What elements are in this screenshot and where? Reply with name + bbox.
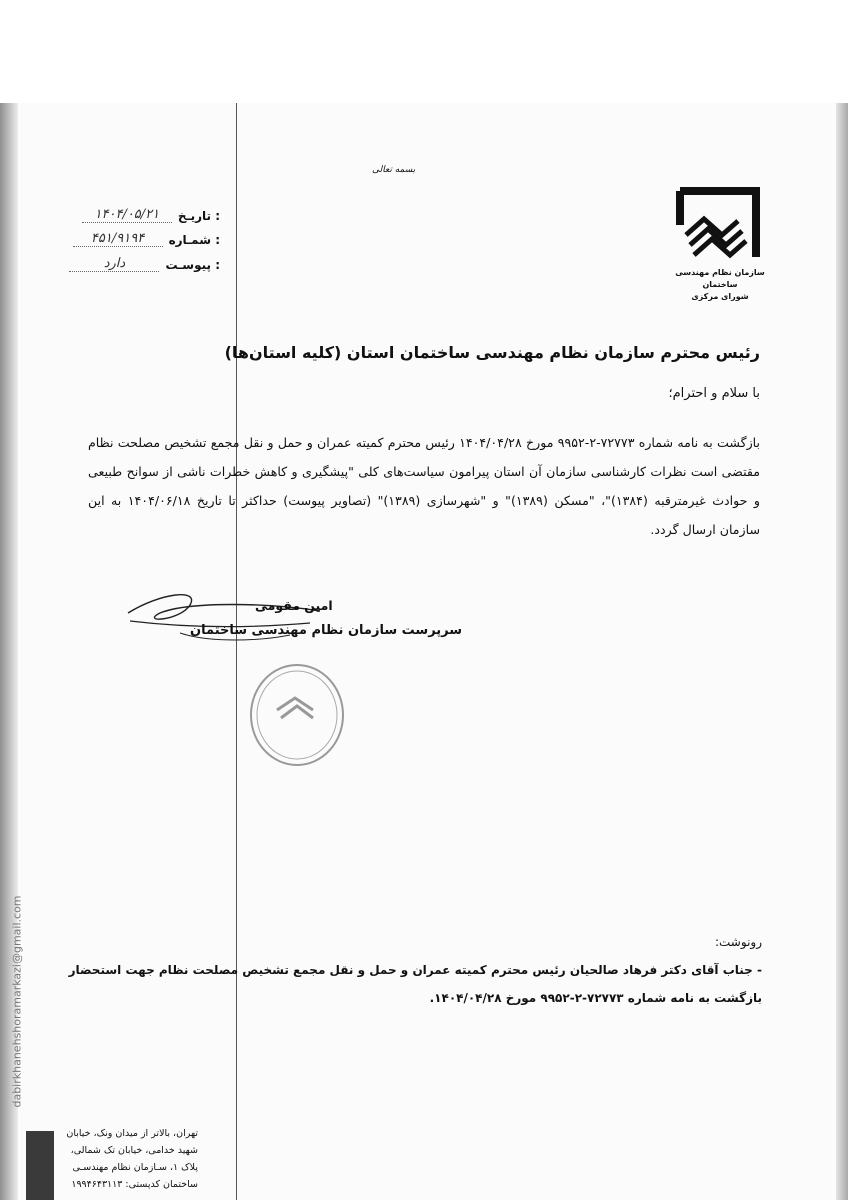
handwritten-signature (120, 583, 330, 653)
number-value: ۴۵۱/۹۱۹۴ (73, 231, 163, 247)
signer-title: سرپرست سازمان نظام مهندسی ساختمان (190, 623, 463, 638)
scanned-letter (0, 103, 848, 1200)
address-line-1: تهران، بالاتر از میدان ونک، خیابان (66, 1128, 198, 1139)
date-label: تاریـخ : (177, 209, 220, 223)
logo-line-org: سازمان نظام مهندسی ساختمان (675, 268, 765, 289)
number-label: شمـاره : (168, 233, 220, 247)
footer-address (62, 1125, 198, 1193)
cc-line-1: - جناب آقای دکتر فرهاد صالحیان رئیس محترم کمیته عمران و حمل و نقل مجمع تشخیص مصلحت نظام جهت استحضار (68, 963, 762, 977)
cc-line-2: بازگشت به نامه شماره ۷۲۷۷۳-۲-۹۹۵۲ مورخ ۱۴۰۴/۰۴/۲۸. (429, 991, 762, 1005)
footer-email: dabirkhanehshoramarkazi@gmail.com (10, 895, 24, 1108)
logo-line-council: شورای مرکزی (691, 292, 749, 301)
date-value: ۱۴۰۴/۰۵/۲۱ (82, 207, 172, 223)
address-line-2: شهید خدامی، خیابان تک شمالی، (70, 1145, 198, 1156)
logo-caption (670, 267, 770, 303)
letter-subject: رئیس محترم سازمان نظام مهندسی ساختمان استان (کلیه استان‌ها) (224, 343, 760, 362)
scan-right-edge (836, 103, 848, 1200)
date-row (60, 203, 220, 223)
number-row (60, 227, 220, 247)
basmala: بسمه تعالی (372, 165, 416, 175)
cc-heading: رونوشت: (714, 935, 762, 949)
organization-logo-icon (676, 185, 762, 265)
address-line-4: ساختمان کدپستی: ۱۹۹۴۶۴۳۱۱۳ (71, 1179, 198, 1190)
attachment-label: پیوسـت : (165, 258, 220, 272)
round-stamp-icon (247, 660, 347, 770)
address-line-3: پلاک ۱، سـازمان نظام مهندسـی (72, 1162, 198, 1173)
letter-body: بازگشت به نامه شماره ۷۲۷۷۳-۲-۹۹۵۲ مورخ ۱۴۰۴/۰۴/۲۸ رئیس محترم کمیته عمران و حمل و نقل مجمع تشخیص مصلحت نظام مقتضی است نظرات کارشناسی سازمان آن استان پیرامون سیاست‌های کلی "پیشگیری و کاهش خطرات ناشی از سوانح طبیعی و حوادث غیرمترقبه (۱۳۸۴)"، "مسکن (۱۳۸۹)" و "شهرسازی (۱۳۸۹)" (تصاویر پیوست) حداکثر تا تاریخ ۱۴۰۴/۰۶/۱۸ به این سازمان ارسال گردد. (88, 435, 760, 537)
greeting: با سلام و احترام؛ (668, 386, 760, 401)
attachment-row (60, 252, 220, 272)
signer-name: امین مقومی (255, 598, 333, 613)
attachment-value: دارد (69, 256, 159, 272)
footer-dark-block (26, 1131, 54, 1200)
